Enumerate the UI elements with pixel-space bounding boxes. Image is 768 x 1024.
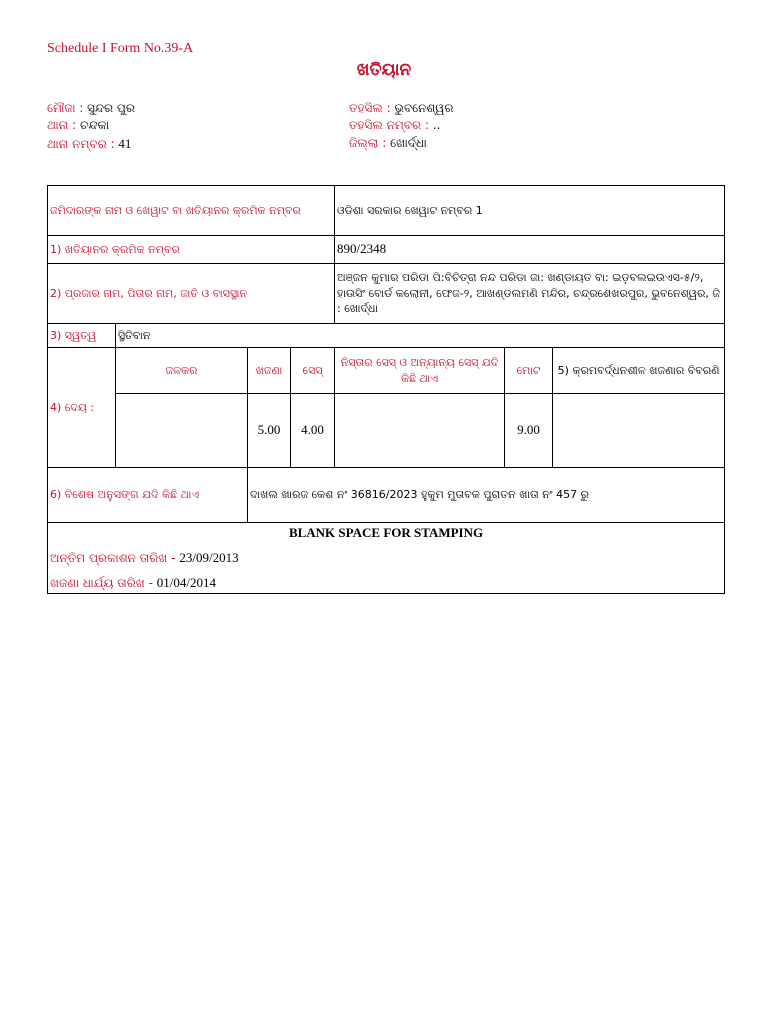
special-label: 6) ବିଶେଷ ଅନୁସଙ୍ଗ ଯଦି କିଛି ଥାଏ: [48, 468, 248, 523]
val-total: 9.00: [505, 394, 553, 468]
rent-fixation-row: [50, 574, 722, 593]
val-khajana: 5.00: [248, 394, 291, 468]
thana-label: ଥାନା :: [47, 118, 77, 132]
table-row: [48, 324, 725, 348]
tenant-value: ଅଞ୍ଜନ କୁମାର ପରିଡା ପି:ବିଚିତ୍ରା ନନ୍ଦ ପରିଡା ଜା: ଖଣ୍ଡାୟତ ବା: ଇଡ଼ବଲଇଉଏସ-୫/୨, ହାଉସିଂ ବୋର୍ଡ କଲୋନୀ, ଫେଜ-୨, ଆଖଣ୍ଡଲମଣି ମନ୍ଦିର, ଚନ୍ଦ୍ରଶେଖରପୁର, ଭୁବନେଶ୍ୱର, ଜି : ଖୋର୍ଦ୍ଧା: [335, 264, 725, 324]
district-value: ଖୋର୍ଦ୍ଧା: [390, 136, 427, 150]
val-jalkar: [116, 394, 248, 468]
khatiyan-no-label: 1) ଖତିୟାନର କ୍ରମିକ ନମ୍ବର: [48, 236, 335, 264]
dues-label: 4) ଦେୟ :: [48, 348, 116, 468]
table-row: [48, 468, 725, 523]
table-row: [48, 348, 725, 394]
district-row: [349, 136, 427, 151]
val-nistar: [335, 394, 505, 468]
val-progressive: [553, 394, 725, 468]
table-row: [48, 523, 725, 594]
thana-no-value: 41: [118, 136, 132, 151]
tenant-label: 2) ପ୍ରଜାର ନାମ, ପିତାର ନାମ, ଜାତି ଓ ବାସସ୍ଥାନ: [48, 264, 335, 324]
tahasil-no-label: ତହସିଲ ନମ୍ବର :: [349, 118, 430, 132]
tahasil-label: ତହସିଲ :: [349, 101, 391, 115]
tahasil-value: ଭୁବନେଶ୍ୱର: [394, 101, 454, 115]
tahasil-no-row: [349, 118, 440, 133]
landlord-label: ଜମିଦାରଙ୍କ ନାମ ଓ ଖେୱାଟ ବା ଖତିୟାନର କ୍ରମିକ ନମ୍ବର: [48, 186, 335, 236]
right-label: 3) ସ୍ୱତ୍ୱ: [48, 324, 116, 348]
stamping-area: [48, 523, 725, 594]
tahasil-row: [349, 101, 454, 116]
tahasil-no-value: ..: [432, 118, 441, 132]
thana-row: [47, 118, 109, 133]
col-jalkar: ଜଳକର: [116, 348, 248, 394]
stamp-title: BLANK SPACE FOR STAMPING: [288, 525, 484, 540]
val-ses: 4.00: [291, 394, 335, 468]
mouza-label: ମୌଜା :: [47, 101, 84, 115]
district-label: ଜିଲ୍ଲା :: [349, 136, 387, 150]
mouza-row: [47, 101, 135, 116]
right-value: ସ୍ଥିତିବାନ: [116, 324, 725, 348]
table-row: [48, 186, 725, 236]
landlord-value: ଓଡିଶା ସରକାର ଖେୱାଟ ନମ୍ବର 1: [335, 186, 725, 236]
final-publication-date: 23/09/2013: [179, 549, 239, 565]
table-row: [48, 394, 725, 468]
special-value: ଦାଖଲ ଖାରଜ କେଶ ନଂ 36816/2023 ହୁକୁମ ମୁତାବକ ପୁରାତନ ଖାତା ନଂ 457 ରୁ: [248, 468, 725, 523]
final-publication-row: [50, 549, 722, 568]
col-progressive: 5) କ୍ରମବର୍ଦ୍ଧନଶୀଳ ଖଜଣାର ବିବରଣି: [553, 348, 725, 394]
thana-no-label: ଥାନା ନମ୍ବର :: [47, 137, 115, 151]
col-nistar: ନିସ୍ତାର ସେସ୍ ଓ ଅନ୍ୟାନ୍ୟ ସେସ୍ ଯଦି କିଛି ଥାଏ: [335, 348, 505, 394]
form-number: Schedule I Form No.39-A: [47, 41, 194, 56]
thana-value: ଚନ୍ଦକା: [80, 118, 110, 132]
khatiyan-table: [47, 185, 725, 594]
page-title: ଖତିୟାନ: [356, 60, 412, 80]
rent-fixation-date: 01/04/2014: [156, 574, 216, 590]
col-khajana: ଖଜଣା: [248, 348, 291, 394]
table-row: [48, 264, 725, 324]
rent-fixation-label: ଖଜଣା ଧାର୍ଯ୍ୟ ତାରିଖ -: [50, 575, 153, 590]
col-total: ମୋଟ: [505, 348, 553, 394]
mouza-value: ସୁନ୍ଦର ପୁର: [87, 101, 135, 115]
final-publication-label: ଅନ୍ତିମ ପ୍ରକାଶନ ତାରିଖ -: [50, 550, 176, 565]
table-row: [48, 236, 725, 264]
khatiyan-no-value: 890/2348: [335, 236, 725, 264]
col-ses: ସେସ୍: [291, 348, 335, 394]
thana-no-row: [47, 136, 131, 152]
